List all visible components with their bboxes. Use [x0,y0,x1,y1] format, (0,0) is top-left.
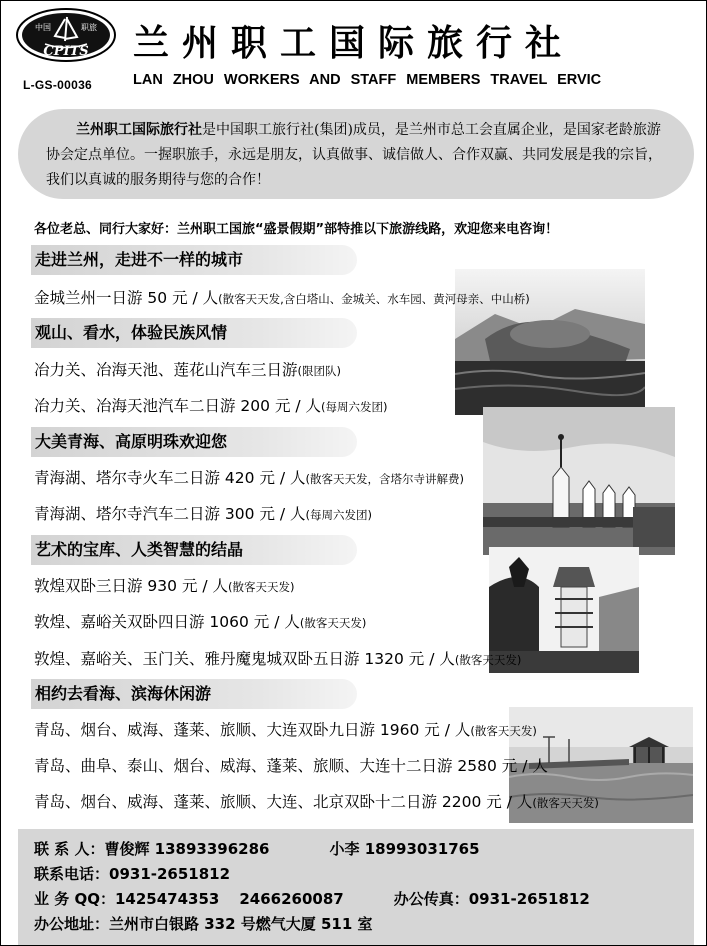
logo-text-main: CPITS [43,44,89,59]
contact-qq-1: 1425474353 [114,890,220,908]
route-note: (散客天天发) [470,724,537,738]
intro-lead: 兰州职工国际旅行社 [76,122,202,138]
contact-qq-line [34,888,590,910]
route-text: 金城兰州一日游 50 元 / 人 [34,289,219,307]
section-title-mountains: 观山、看水，体验民族风情 [31,318,357,348]
logo-text-left: 中国 [35,23,51,32]
route-item [34,574,295,598]
route-note: (散客天天发) [228,580,295,594]
section-title-lanzhou: 走进兰州，走进不一样的城市 [31,245,357,275]
route-item [34,286,530,310]
route-text: 敦煌、嘉峪关双卧四日游 1060 元 / 人 [34,613,300,631]
intro-box [18,109,694,199]
contact-person-1: 曹俊辉 13893396286 [104,840,270,858]
contact-phone-line [34,863,230,885]
route-item [34,502,372,526]
company-title-en: LAN ZHOU WORKERS AND STAFF MEMBERS TRAVEL ERVIC [133,72,602,88]
contact-qq-2: 2466260087 [239,890,344,908]
company-logo [15,7,117,63]
route-text: 青岛、曲阜、泰山、烟台、威海、蓬莱、旅顺、大连十二日游 2580 元 / 人 [34,757,548,775]
route-text: 敦煌、嘉峪关、玉门关、雅丹魔鬼城双卧五日游 1320 元 / 人 [34,650,455,668]
license-number: L-GS-00036 [23,78,93,92]
route-text: 青岛、烟台、威海、蓬莱、旅顺、大连双卧九日游 1960 元 / 人 [34,721,471,739]
route-item [34,647,521,671]
contact-qq-label: 业 务 QQ： [34,890,115,908]
contact-person-2: 小李 18993031765 [329,840,480,858]
contact-phone-label: 联系电话： [34,865,110,883]
contact-address-line [34,913,373,935]
contact-person-label: 联 系 人： [34,840,105,858]
route-item [34,466,464,490]
photo-taer-temple [483,407,675,555]
route-text: 敦煌双卧三日游 930 元 / 人 [34,577,229,595]
route-text: 冶力关、冶海天池、莲花山汽车三日游 [34,361,298,379]
route-note: (散客天天发) [454,653,522,667]
route-note: (限团队) [297,364,341,378]
route-note: (散客天天发) [532,796,599,810]
route-text: 青岛、烟台、威海、蓬莱、旅顺、大连、北京双卧十二日游 2200 元 / 人 [34,793,533,811]
contact-fax-label: 办公传真： [393,890,469,908]
contact-fax: 0931-2651812 [468,890,590,908]
section-title-seaside: 相约去看海、滨海休闲游 [31,679,357,709]
contact-person-line [34,838,480,860]
section-title-dunhuang: 艺术的宝库、人类智慧的结晶 [31,535,357,565]
route-item [34,394,388,418]
route-text: 冶力关、冶海天池汽车二日游 200 元 / 人 [34,397,322,415]
route-note: (每周六发团) [321,400,388,414]
route-note: (每周六发团) [305,508,373,522]
route-text: 青海湖、塔尔寺火车二日游 420 元 / 人 [34,469,306,487]
route-note: (散客天天发,含白塔山、金城关、水车园、黄河母亲、中山桥) [218,292,530,306]
route-item [34,790,599,814]
company-title: 兰州职工国际旅行社 [133,22,575,64]
logo-text-right: 职旅 [81,23,97,32]
route-item [34,718,537,742]
route-item [34,610,366,634]
greeting-line: 各位老总、同行大家好：兰州职工国旅“盛景假期”部特推以下旅游线路，欢迎您来电咨询！ [34,222,559,237]
route-note: (散客天天发，含塔尔寺讲解费) [305,472,465,486]
contact-panel [18,829,694,945]
contact-address: 兰州市白银路 332 号燃气大厦 511 室 [109,915,373,933]
contact-phone: 0931-2651812 [109,865,231,883]
section-title-qinghai: 大美青海、高原明珠欢迎您 [31,427,357,457]
contact-address-label: 办公地址： [34,915,110,933]
route-item [34,754,548,778]
route-note: (散客天天发) [299,616,367,630]
intro-text: 是中国职工旅行社(集团)成员，是兰州市总工会直属企业，是国家老龄旅游协会定点单位。一握职旅手，永远是朋友，认真做事、诚信做人、合作双赢、共同发展是我的宗旨，我们以真诚的服务期待与您的合作！ [46,122,662,188]
route-text: 青海湖、塔尔寺汽车二日游 300 元 / 人 [34,505,306,523]
route-item [34,358,341,382]
